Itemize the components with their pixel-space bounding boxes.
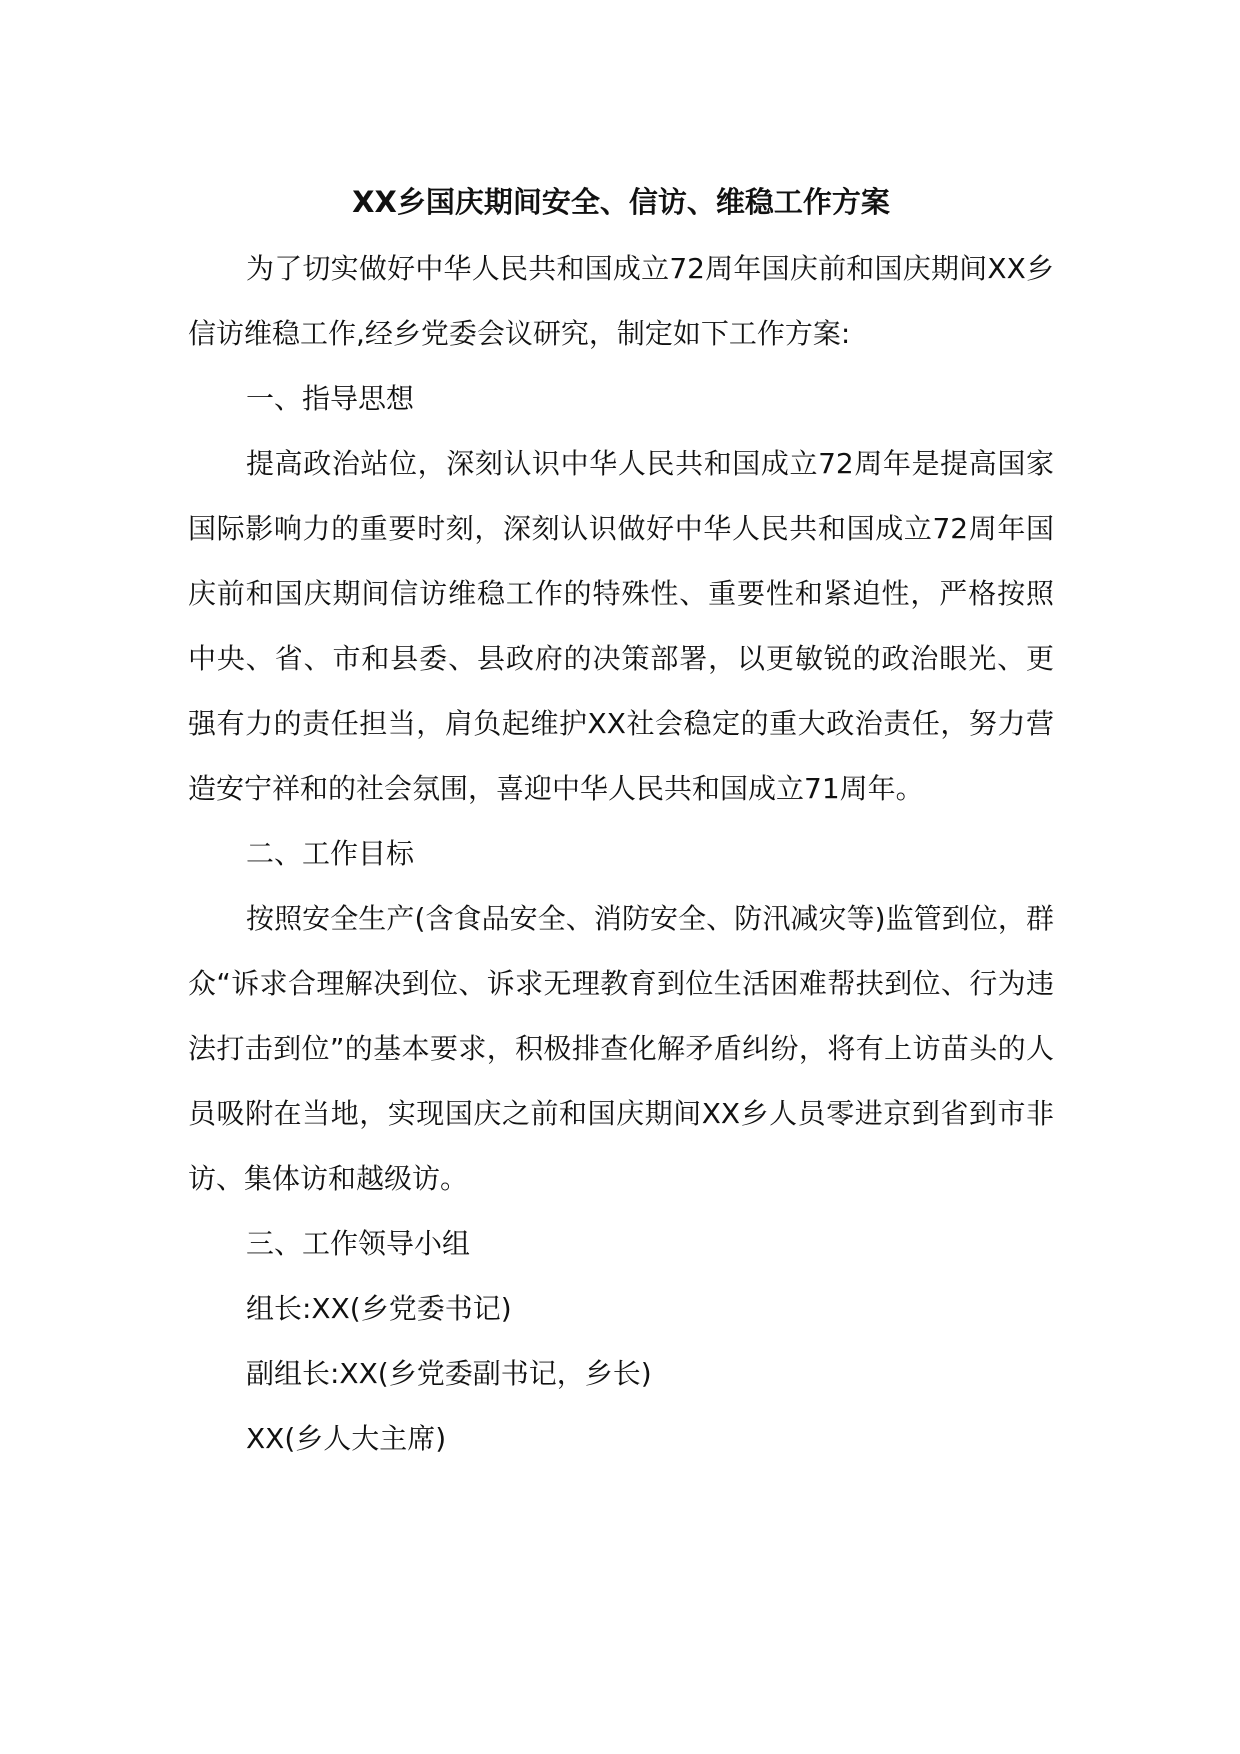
group-member-line: XX(乡人大主席) <box>246 1422 447 1455</box>
intro-paragraph: 为了切实做好中华人民共和国成立72周年国庆前和国庆期间XX乡信访维稳工作,经乡党委会议研究，制定如下工作方案: <box>188 252 1054 350</box>
document-page <box>188 178 1054 1471</box>
document-title: XX乡国庆期间安全、信访、维稳工作方案 <box>352 185 890 219</box>
deputy-leader-line: 副组长:XX(乡党委副书记，乡长) <box>246 1357 652 1390</box>
group-leader-line: 组长:XX(乡党委书记) <box>246 1292 512 1325</box>
section-heading-work-goals: 二、工作目标 <box>246 837 415 870</box>
section-heading-leading-group: 三、工作领导小组 <box>246 1227 471 1260</box>
work-goals-paragraph: 按照安全生产(含食品安全、消防安全、防汛减灾等)监管到位，群众“诉求合理解决到位、诉求无理教育到位生活困难帮扶到位、行为违法打击到位”的基本要求，积极排查化解矛盾纠纷，将有上访苗头的人员吸附在当地，实现国庆之前和国庆期间XX乡人员零进京到省到市非访、集体访和越级访。 <box>188 902 1054 1195</box>
guiding-ideology-paragraph: 提高政治站位，深刻认识中华人民共和国成立72周年是提高国家国际影响力的重要时刻，深刻认识做好中华人民共和国成立72周年国庆前和国庆期间信访维稳工作的特殊性、重要性和紧迫性，严格按照中央、省、市和县委、县政府的决策部署，以更敏锐的政治眼光、更强有力的责任担当，肩负起维护XX社会稳定的重大政治责任，努力营造安宁祥和的社会氛围，喜迎中华人民共和国成立71周年。 <box>188 447 1054 805</box>
section-heading-guiding-ideology: 一、指导思想 <box>246 382 415 415</box>
